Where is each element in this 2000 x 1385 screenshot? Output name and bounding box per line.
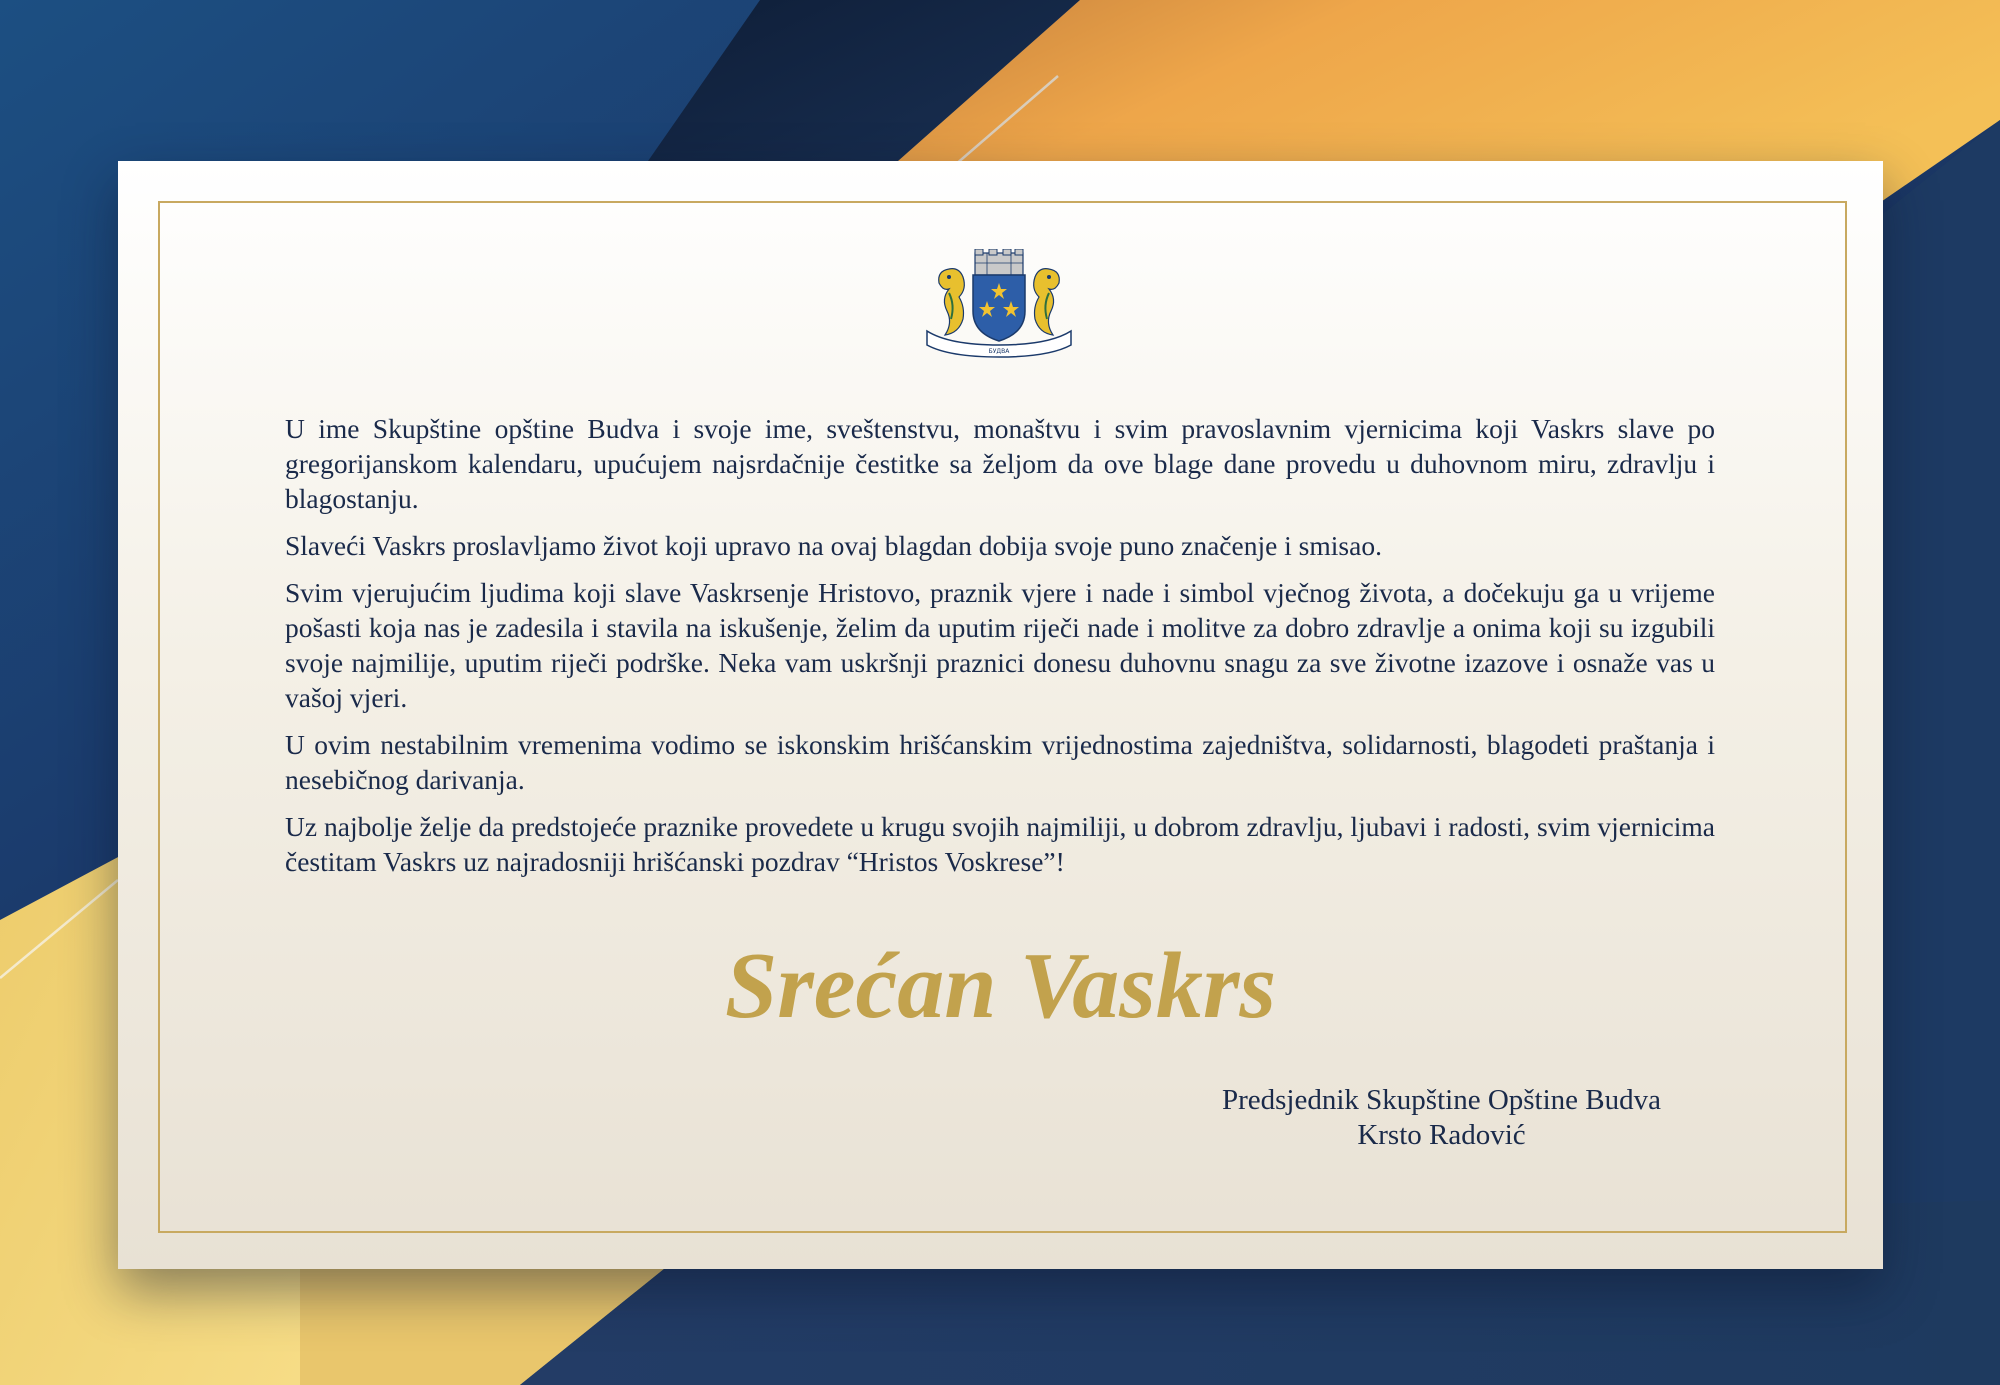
- easter-greeting-heading: Srećan Vaskrs: [724, 934, 1277, 1038]
- signature-title: Predsjednik Skupštine Opštine Budva: [1221, 1084, 1661, 1116]
- paragraph: Uz najbolje želje da predstojeće praznike provedete u krugu svojih najmiliji, u dobrom zdravlju, ljubavi i radosti, svim vjernicima čestitam Vaskrs uz najradosniji hrišćanski pozdrav “Hristos Voskrese”!: [285, 811, 1715, 877]
- paragraph: U ime Skupštine opštine Budva i svoje ime, sveštenstvu, monaštvu i svim pravoslavnim vjernicima koji Vaskrs slave po gregorijanskom kalendaru, upućujem najsrdačnije čestitke sa željom da ove blage dane provedu u duhovnom miru, zdravlju i blagostanju.: [285, 413, 1715, 514]
- crest-ribbon-text: БУДВА: [988, 348, 1010, 355]
- signature-block: [1168, 1083, 1715, 1153]
- greeting-card: [118, 161, 1883, 1269]
- paragraph: U ovim nestabilnim vremenima vodimo se iskonskim hrišćanskim vrijednostima zajedništva, solidarnosti, blagodeti praštanja i nesebičnog darivanja.: [285, 729, 1715, 795]
- paragraph: Svim vjerujućim ljudima koji slave Vaskrsenje Hristovo, praznik vjere i nade i simbol vječnog života, a dočekuju ga u vrijeme pošasti koja nas je zadesila i stavila na iskušenje, želim da uputim riječi nade i molitve za dobro zdravlje a onima koji su izgubili svoje najmilije, uputim riječi podrške. Neka vam uskršnji praznici donesu duhovnu snagu za sve životne izazove i osnaže vas u vašoj vjeri.: [285, 577, 1715, 713]
- signature-name: Krsto Radović: [1357, 1119, 1526, 1151]
- coat-of-arms-icon: [919, 249, 1079, 359]
- paragraph: Slaveći Vaskrs proslavljamo život koji upravo na ovaj blagdan dobija svoje puno značenje i smisao.: [285, 530, 1382, 561]
- letter-body: [285, 411, 1715, 891]
